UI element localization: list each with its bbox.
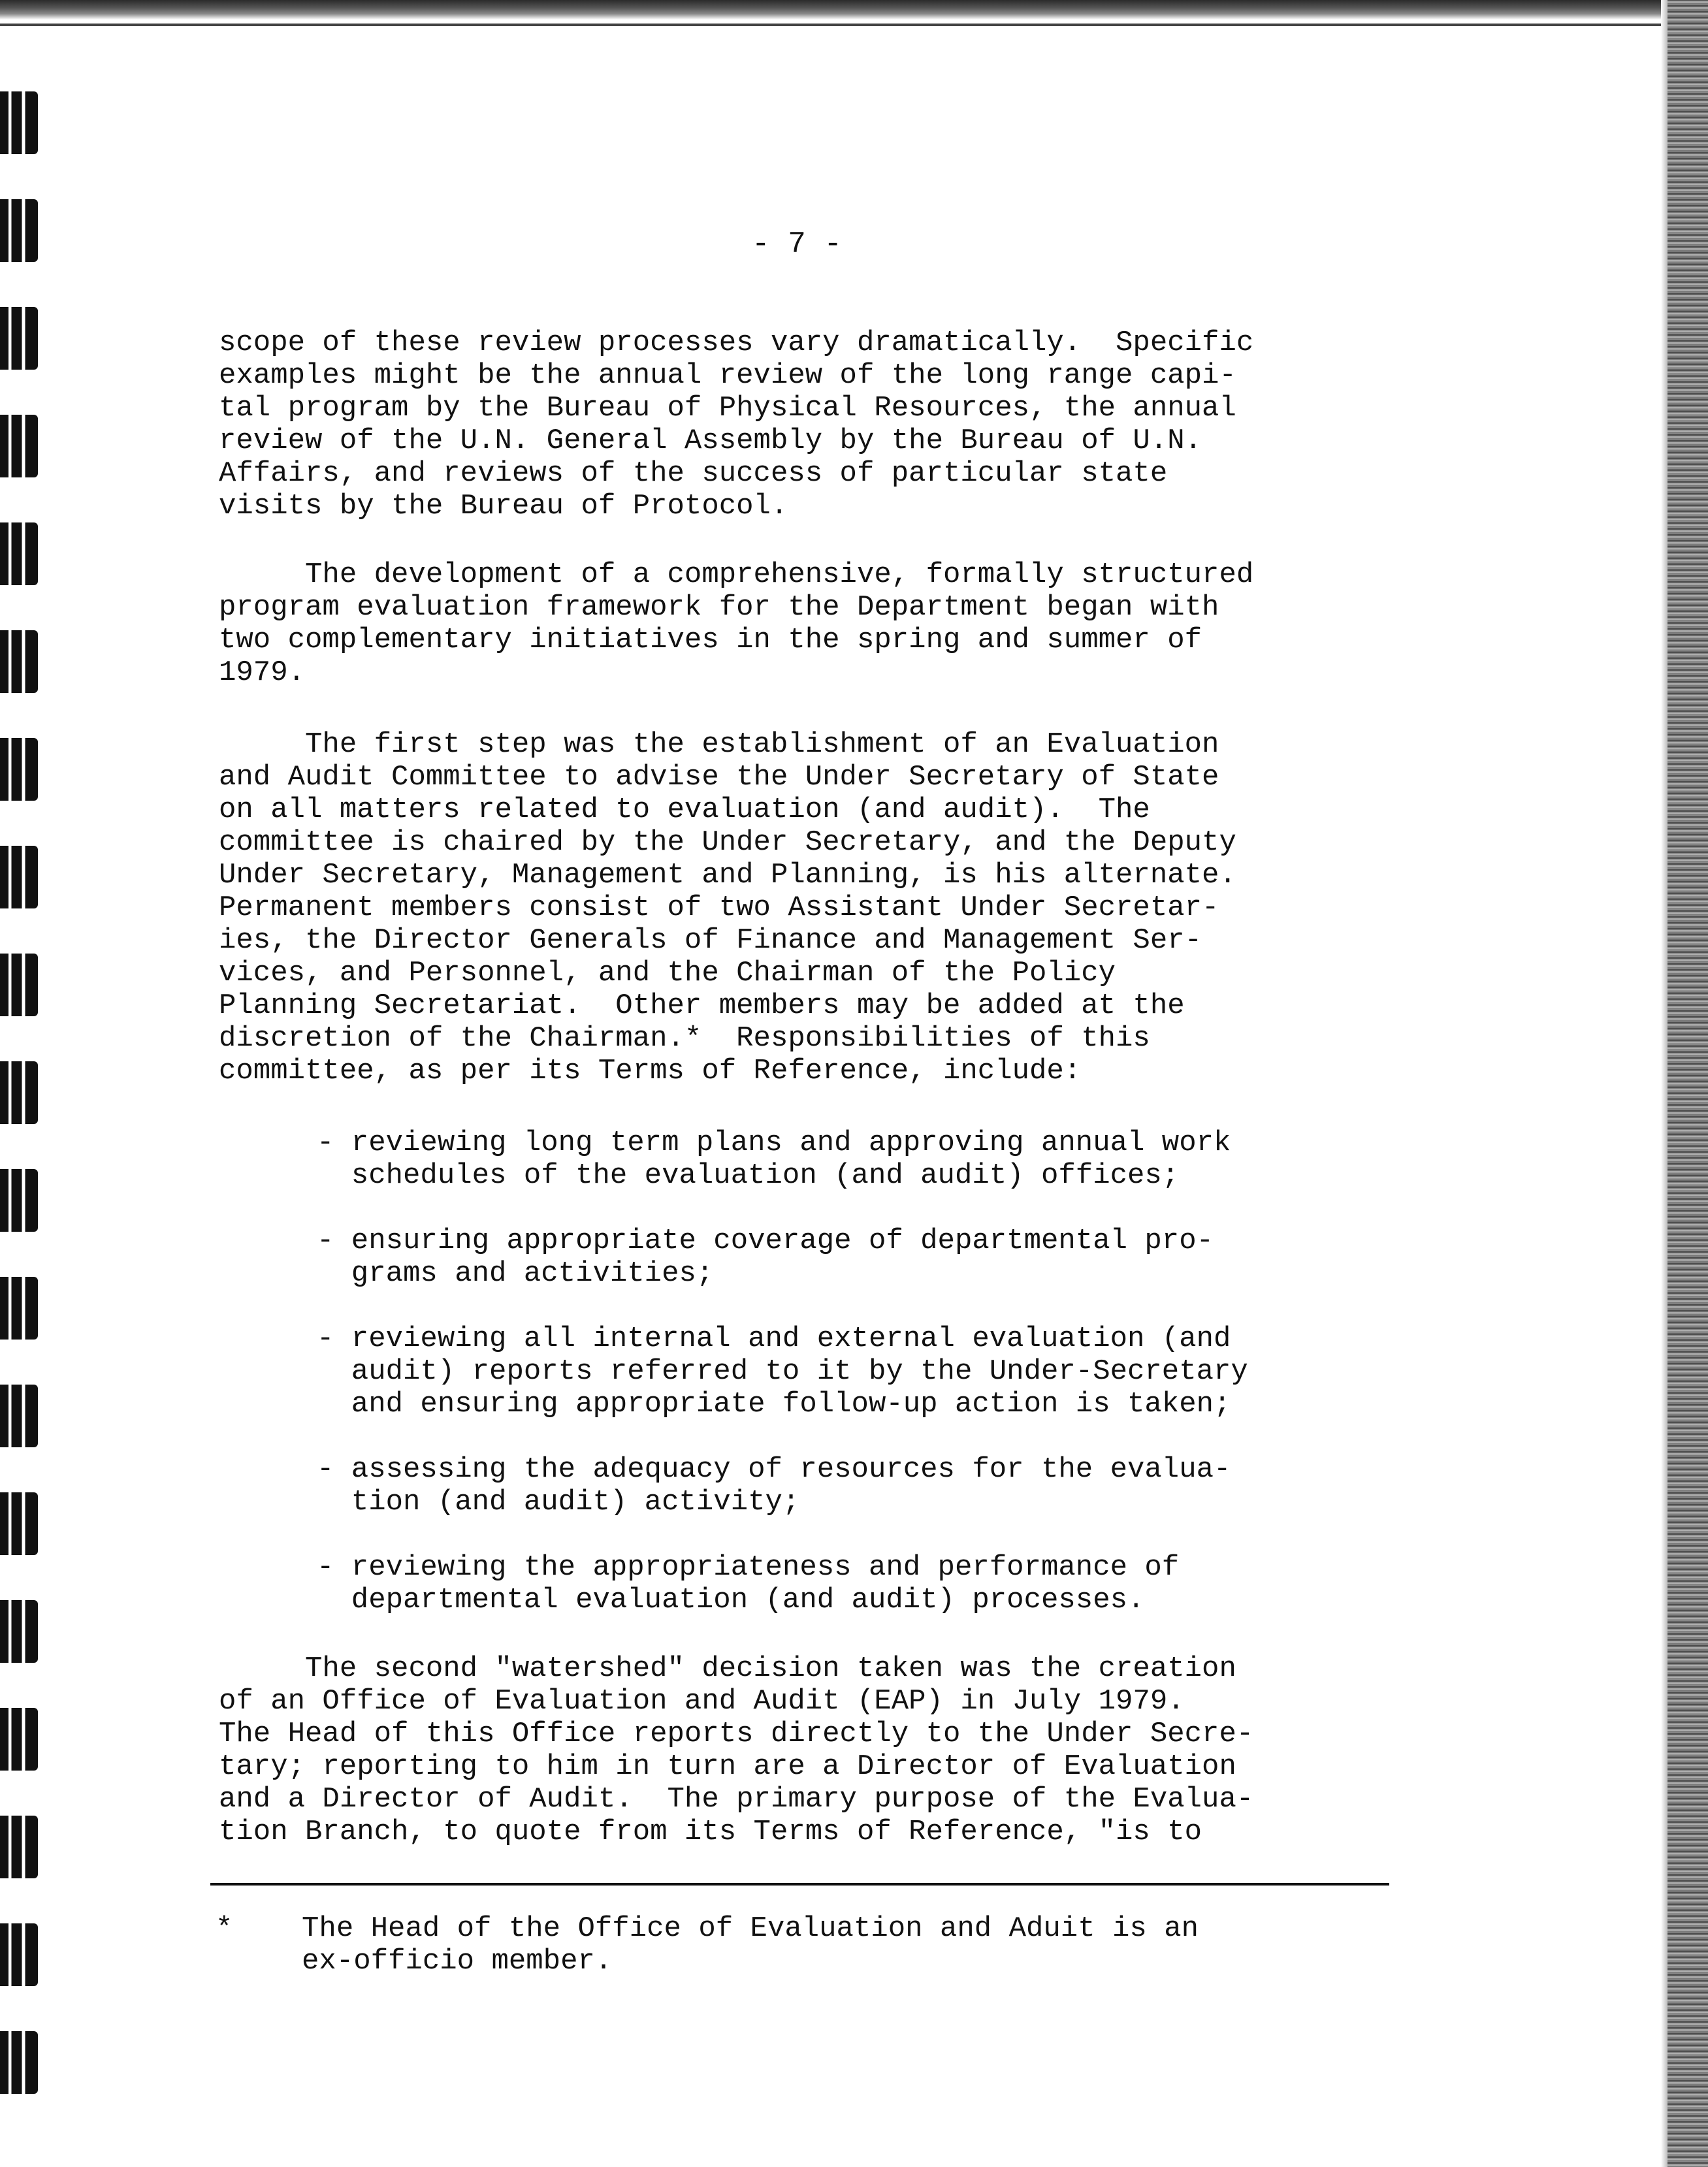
binder-hole [0,199,38,262]
binder-hole [0,91,38,154]
binder-hole [0,738,38,801]
paragraph-watershed: The second "watershed" decision taken was the creation of an Office of Evaluation and Audit (EAP) in July 1979. The Head of this Office reports directly to the Under Secre- tary; reporting to him in turn are a Director of Evaluation and a Director of Audit. The primary purpose of the Evalua- tion Branch, to quote from its Terms of Reference, "is to [219,1652,1254,1848]
paragraph-review-processes: scope of these review processes vary dramatically. Specific examples might be the annual review of the long range capi- tal program by the Bureau of Physical Resources, the annual review of the U.N. General Assembly by the Bureau of U.N. Affairs, and reviews of the success of particular state visits by the Bureau of Protocol. [219,327,1254,522]
binder-hole [0,415,38,477]
binder-hole [0,522,38,585]
binder-hole [0,1385,38,1447]
scan-right-edge [1668,0,1708,2167]
responsibility-item: - reviewing the appropriateness and performance of departmental evaluation (and audit) processes. [317,1551,1180,1616]
binder-hole [0,1061,38,1124]
responsibility-item: - reviewing long term plans and approving annual work schedules of the evaluation (and audit) offices; [317,1127,1231,1192]
binder-hole [0,1492,38,1555]
scan-right-shadow [1661,0,1668,2167]
binder-hole [0,307,38,370]
paragraph-framework: The development of a comprehensive, formally structured program evaluation framework for the Department began with two complementary initiatives in the spring and summer of 1979. [219,558,1254,689]
binder-hole [0,1169,38,1232]
binder-hole [0,1277,38,1340]
binder-hole [0,2031,38,2094]
footnote: * The Head of the Office of Evaluation and Aduit is an ex-officio member. [216,1912,1199,1978]
binder-hole [0,954,38,1016]
scan-top-line [0,24,1672,26]
footnote-divider [210,1883,1389,1886]
responsibility-item: - reviewing all internal and external evaluation (and audit) reports referred to it by the Under-Secretary and ensuring appropriate follow-up action is taken; [317,1323,1248,1421]
binder-hole [0,1816,38,1878]
binder-hole [0,630,38,693]
binder-holes [0,0,52,2167]
binder-hole [0,1708,38,1771]
responsibility-item: - assessing the adequacy of resources for the evalua- tion (and audit) activity; [317,1453,1231,1518]
binder-hole [0,1923,38,1986]
page-number: - 7 - [751,227,843,261]
responsibility-item: - ensuring appropriate coverage of departmental pro- grams and activities; [317,1225,1214,1290]
binder-hole [0,846,38,908]
paragraph-committee: The first step was the establishment of an Evaluation and Audit Committee to advise the Under Secretary of State on all matters related to evaluation (and audit). The committee is chaired by the Under Secretary, and the Deputy Under Secretary, Management and Planning, is his alternate. Permanent members consist of two Assistant Under Secretar- ies, the Director Generals of Finance and Management Ser- vices, and Personnel, and the Chairman of the Policy Planning Secretariat. Other members may be added at the discretion of the Chairman.* Responsibilities of this committee, as per its Terms of Reference, include: [219,728,1236,1087]
scan-top-edge [0,0,1708,20]
binder-hole [0,1600,38,1663]
